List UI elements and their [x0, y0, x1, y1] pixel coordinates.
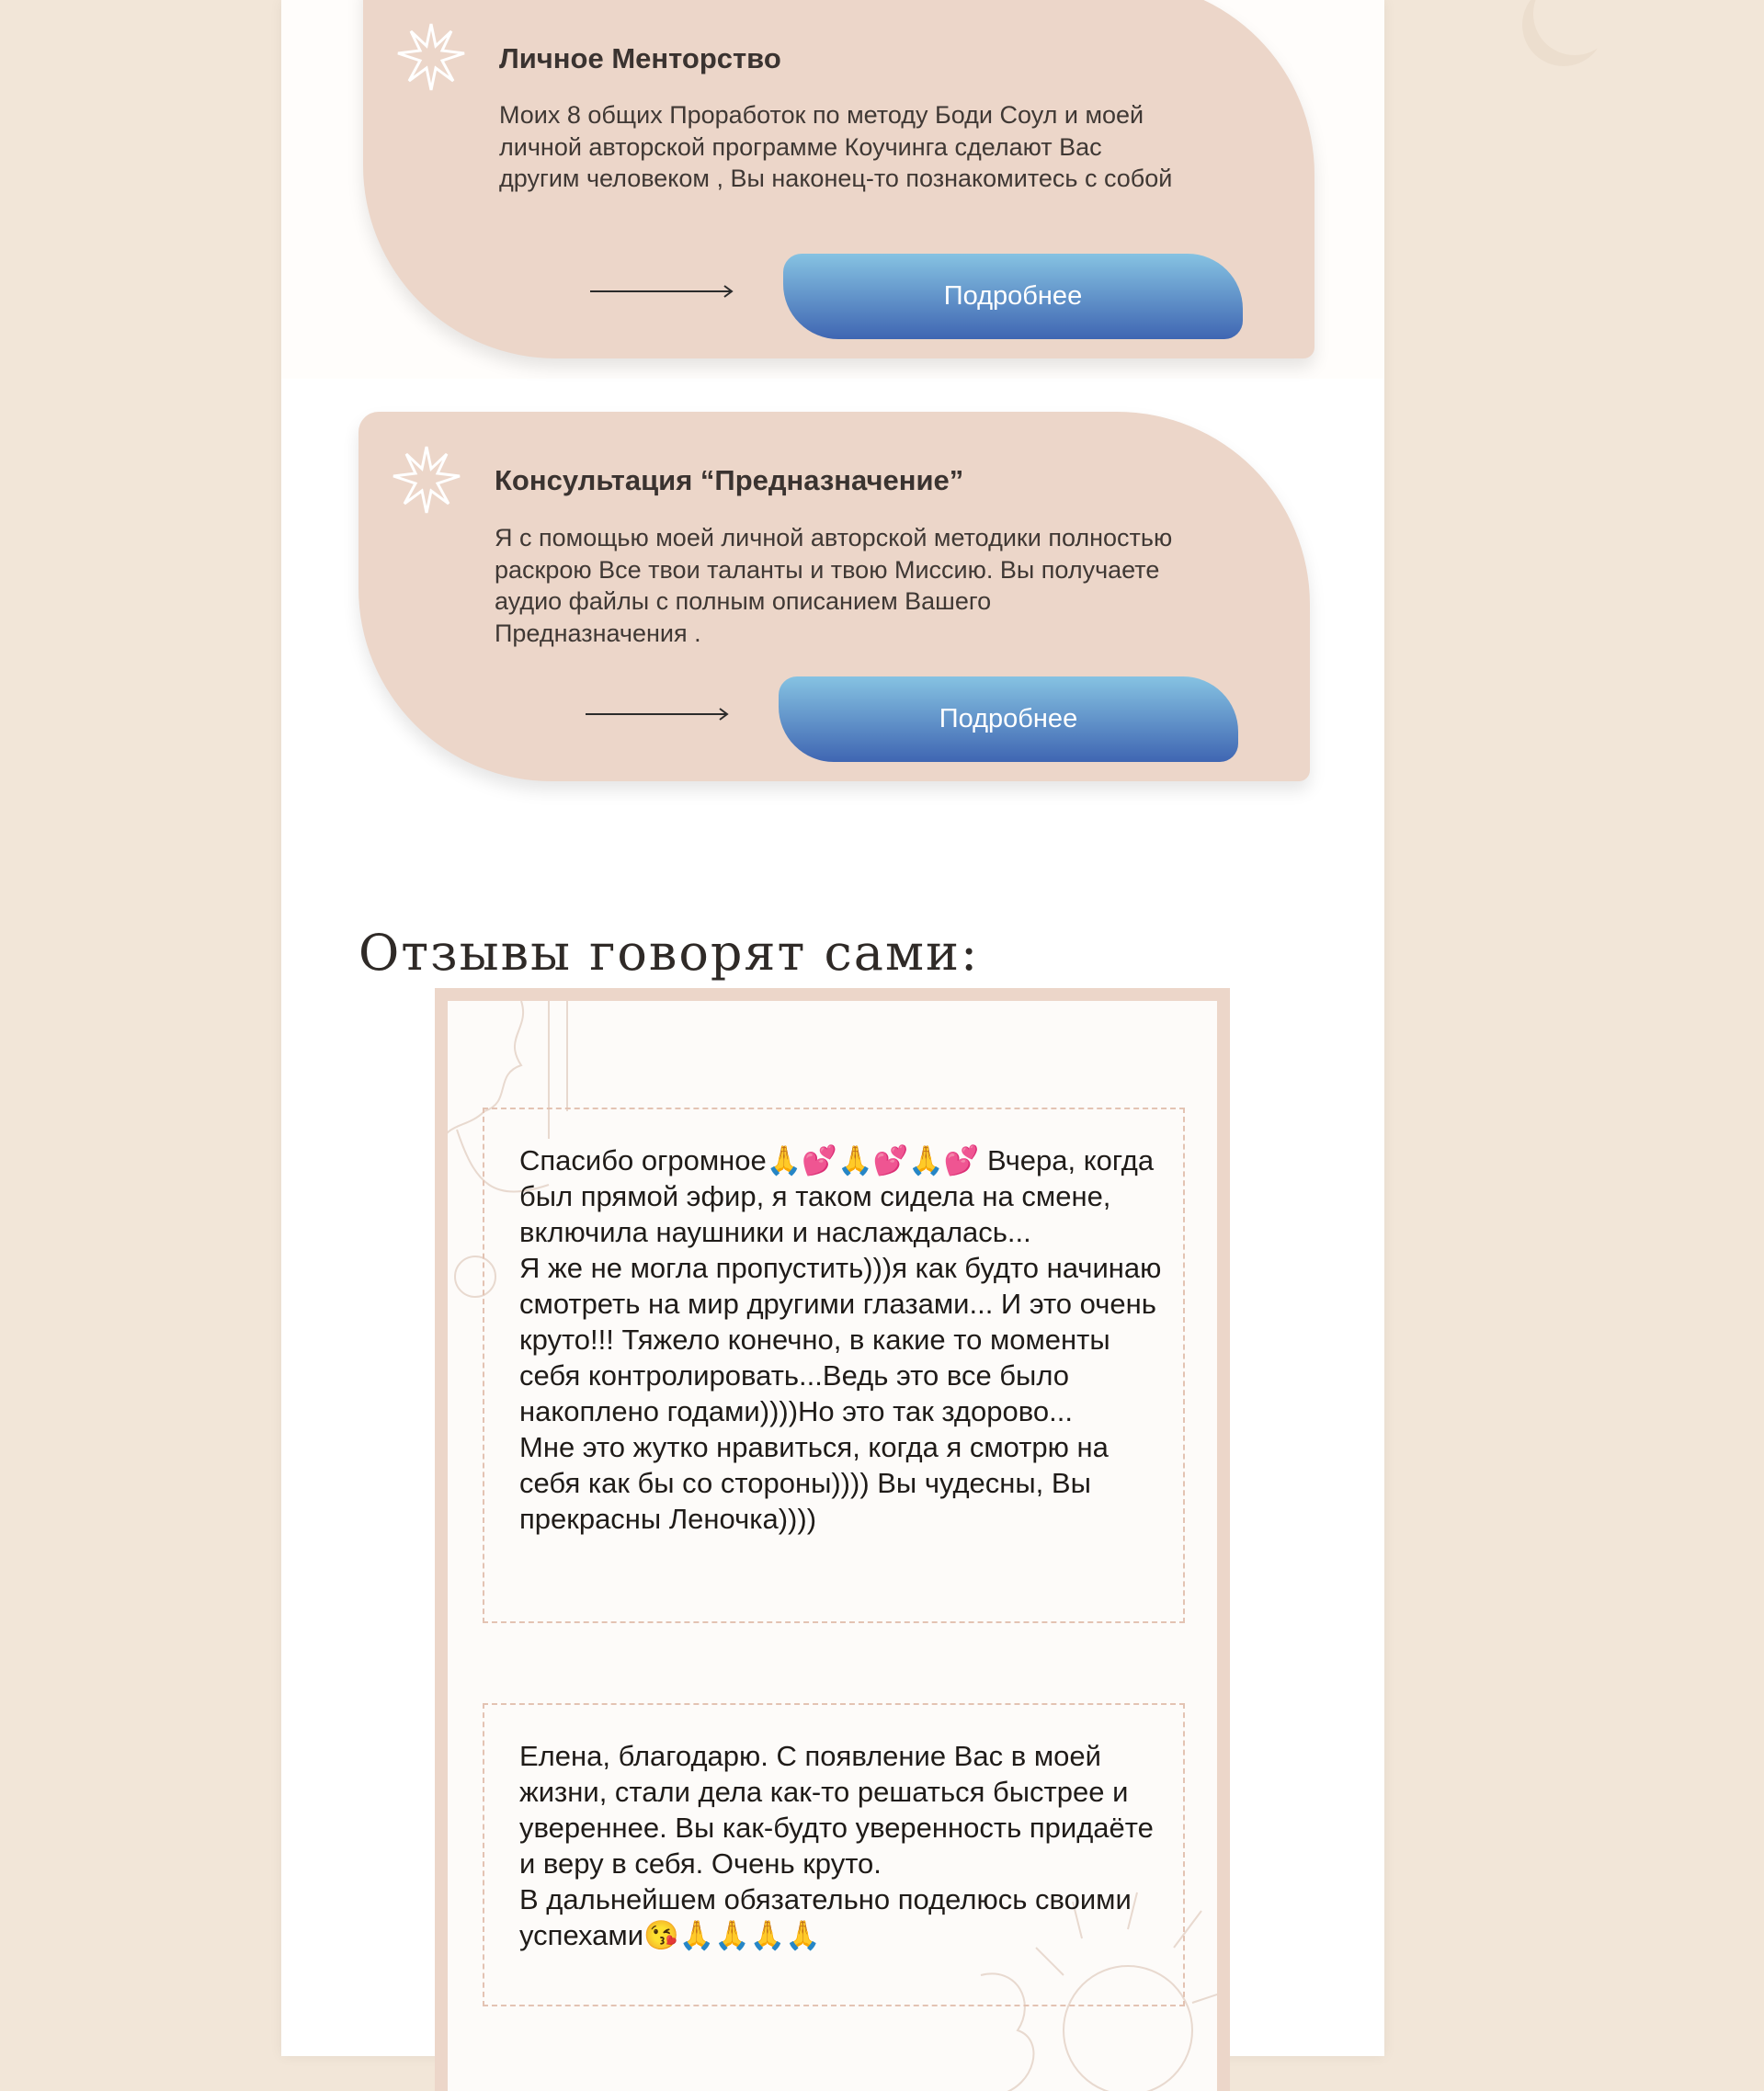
review-text: Спасибо огромное🙏💕🙏💕🙏💕 Вчера, когда был прямой эфир, я таком сидела на смене, включила наушники и наслаждалась... Я же не могла пропустить)))я как будто начинаю смотреть на мир другими глазами... И это очень круто!!! Тяжело конечно, в какие то моменты себя контролировать...Ведь это все было накоплено годами))))Но это так здорово... Мне это жутко нравиться, когда я смотрю на себя как бы со стороны)))) Вы чудесны, Вы прекрасны Леночка)))) [519, 1144, 1162, 1535]
reviews-heading: Отзывы говорят сами: [358, 923, 980, 982]
card-title: Личное Менторство [499, 42, 781, 74]
star-icon [392, 445, 461, 515]
details-button[interactable]: Подробнее [783, 254, 1243, 339]
card-description: Моих 8 общих Проработок по методу Боди Соул и моей личной авторской программе Коучинга сделают Вас другим человеком , Вы наконец-то познакомитесь с собой [499, 101, 1173, 192]
review-card [483, 1108, 1185, 1623]
service-card-mentoring [363, 0, 1314, 358]
card-title: Консультация “Предназначение” [495, 464, 964, 496]
arrow-right-icon [590, 285, 734, 298]
card-description: Я с помощью моей личной авторской методики полностью раскрою Все твои таланты и твою Миссию. Вы получаете аудио файлы с полным описанием Вашего Предназначения . [495, 524, 1173, 647]
review-card [483, 1703, 1185, 2006]
moon-decoration-icon [1533, 0, 1616, 55]
review-text: Елена, благодарю. С появление Вас в моей жизни, стали дела как-то решаться быстрее и увереннее. Вы как-будто уверенность придаёте и веру в себя. Очень круто. В дальнейшем обязательно поделюсь своими успехами😘🙏🙏🙏🙏 [519, 1740, 1154, 1951]
service-card-purpose-consultation [358, 412, 1310, 781]
star-icon [396, 22, 466, 92]
details-button[interactable]: Подробнее [779, 676, 1238, 762]
arrow-right-icon [586, 708, 729, 721]
